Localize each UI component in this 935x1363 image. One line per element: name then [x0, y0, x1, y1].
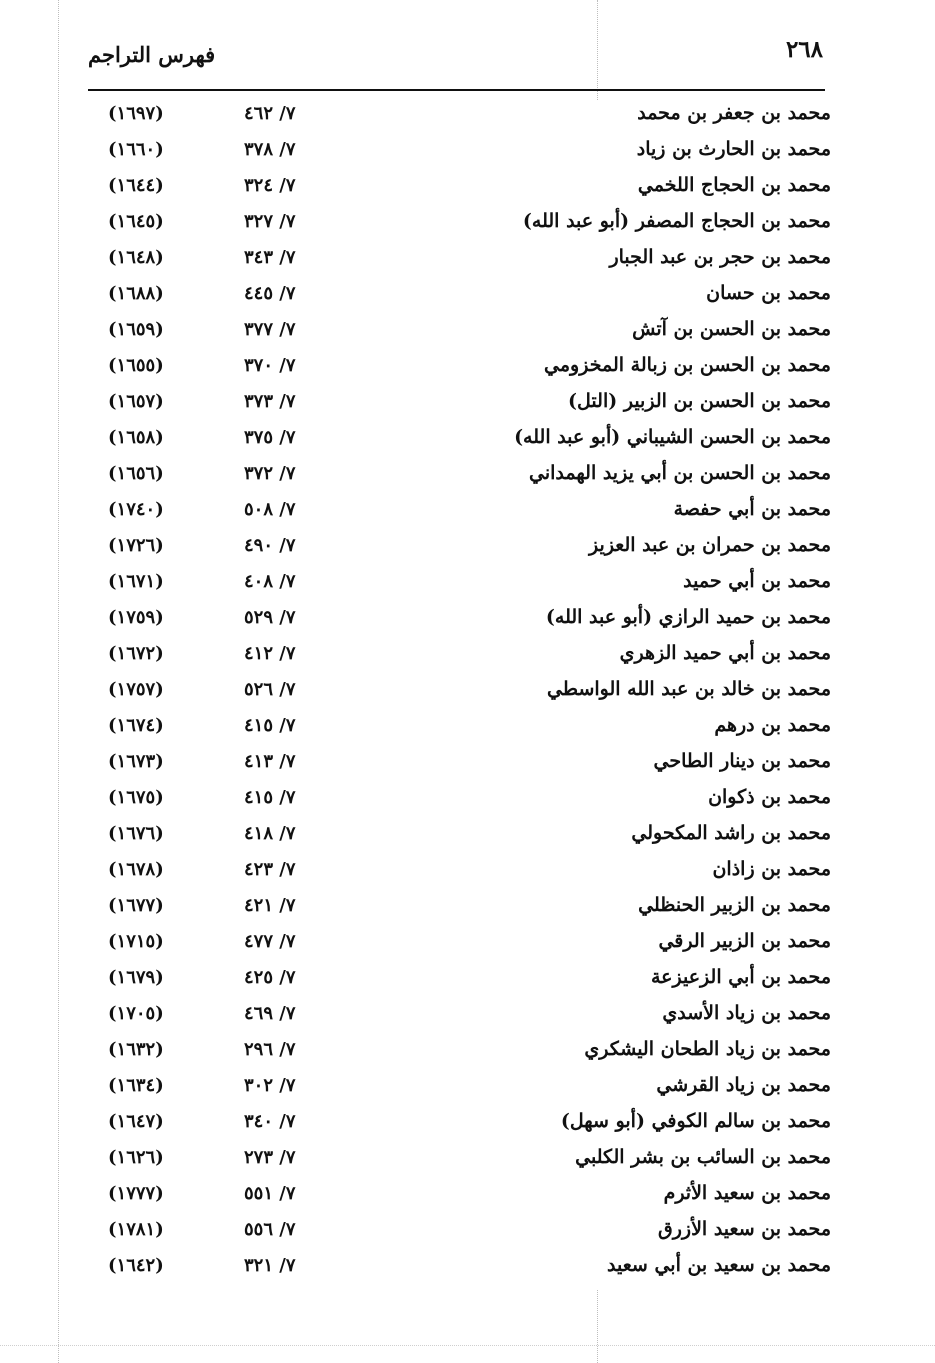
- entry-volume-page: ٧/ ٣٤٠: [244, 1111, 296, 1132]
- entry-volume-page: ٧/ ٥٥٦: [244, 1219, 296, 1240]
- page-number: ٢٦٨: [785, 36, 823, 63]
- index-entry: [0, 674, 935, 710]
- entry-number: (١٦٧٥): [108, 787, 164, 808]
- entry-volume-page: ٧/ ٥٢٦: [244, 679, 296, 700]
- entry-name: محمد بن الحجاج المصفر (أبو عبد الله): [522, 210, 831, 232]
- entry-volume-page: ٧/ ٣٢١: [244, 1255, 296, 1276]
- entry-volume-page: ٧/ ٥٥١: [244, 1183, 296, 1204]
- index-entry: [0, 1070, 935, 1106]
- index-entry: [0, 854, 935, 890]
- index-entry: [0, 566, 935, 602]
- entry-volume-page: ٧/ ٣٧٣: [244, 391, 296, 412]
- entry-name: محمد بن الحسن بن زبالة المخزومي: [544, 354, 831, 376]
- entry-volume-page: ٧/ ٤١٨: [244, 823, 296, 844]
- entry-name: محمد بن الحارث بن زياد: [636, 138, 831, 160]
- entry-name: محمد بن راشد المكحولي: [631, 822, 831, 844]
- entry-volume-page: ٧/ ٢٧٣: [244, 1147, 296, 1168]
- entry-number: (١٦٧٧): [108, 895, 164, 916]
- index-entry: [0, 314, 935, 350]
- index-entry: [0, 998, 935, 1034]
- entry-name: محمد بن زياد القرشي: [656, 1074, 831, 1096]
- entry-name: محمد بن ذكوان: [708, 786, 831, 808]
- index-entry: [0, 458, 935, 494]
- entry-volume-page: ٧/ ٣٢٤: [244, 175, 296, 196]
- page-header: [88, 36, 823, 86]
- entry-name: محمد بن دينار الطاحي: [653, 750, 831, 772]
- index-entry: [0, 818, 935, 854]
- index-entry: [0, 350, 935, 386]
- entry-name: محمد بن زياد الأسدي: [662, 1002, 831, 1024]
- index-entry: [0, 1178, 935, 1214]
- scan-guide-center-lower: [597, 1290, 598, 1363]
- entry-volume-page: ٧/ ٣٧٧: [244, 319, 296, 340]
- entry-name: محمد بن الحسن بن الزبير (التل): [568, 390, 831, 412]
- entry-name: محمد بن الحسن الشيباني (أبو عبد الله): [514, 426, 831, 448]
- entry-volume-page: ٧/ ٣٠٢: [244, 1075, 296, 1096]
- entry-volume-page: ٧/ ٤٧٧: [244, 931, 296, 952]
- entry-number: (١٦٥٨): [108, 427, 164, 448]
- index-entry: [0, 530, 935, 566]
- entry-name: محمد بن درهم: [714, 714, 831, 736]
- entry-volume-page: ٧/ ٢٩٦: [244, 1039, 296, 1060]
- entry-number: (١٦٤٨): [108, 247, 164, 268]
- entry-number: (١٧٠٥): [108, 1003, 164, 1024]
- index-entry: [0, 206, 935, 242]
- entry-name: محمد بن حمران بن عبد العزيز: [589, 534, 831, 556]
- entry-volume-page: ٧/ ٣٢٧: [244, 211, 296, 232]
- entry-number: (١٧٥٩): [108, 607, 164, 628]
- entry-name: محمد بن السائب بن بشر الكلبي: [575, 1146, 831, 1168]
- entry-number: (١٦٤٢): [108, 1255, 164, 1276]
- entry-name: محمد بن الحسن بن آتش: [632, 318, 831, 340]
- index-entry: [0, 1034, 935, 1070]
- index-entry: [0, 746, 935, 782]
- entry-number: (١٦٧٣): [108, 751, 164, 772]
- entry-name: محمد بن خالد بن عبد الله الواسطي: [547, 678, 831, 700]
- entry-number: (١٦٥٦): [108, 463, 164, 484]
- entry-volume-page: ٧/ ٤٢١: [244, 895, 296, 916]
- entry-number: (١٦٥٩): [108, 319, 164, 340]
- entry-number: (١٧٨١): [108, 1219, 164, 1240]
- entry-number: (١٦٦٠): [108, 139, 164, 160]
- entry-name: محمد بن حميد الرازي (أبو عبد الله): [545, 606, 831, 628]
- index-entry: [0, 1214, 935, 1250]
- entry-name: محمد بن الحجاج اللخمي: [637, 174, 831, 196]
- entry-number: (١٧١٥): [108, 931, 164, 952]
- entry-volume-page: ٧/ ٤٢٥: [244, 967, 296, 988]
- index-entry: [0, 422, 935, 458]
- scan-guide-bottom: [0, 1345, 935, 1346]
- entry-volume-page: ٧/ ٤٦٢: [244, 103, 296, 124]
- entry-name: محمد بن الزبير الحنظلي: [638, 894, 831, 916]
- entry-name: محمد بن سعيد الأثرم: [663, 1182, 831, 1204]
- entry-name: محمد بن حجر بن عبد الجبار: [609, 246, 831, 268]
- index-entry: [0, 710, 935, 746]
- entry-volume-page: ٧/ ٣٧٢: [244, 463, 296, 484]
- entry-volume-page: ٧/ ٤٦٩: [244, 1003, 296, 1024]
- entry-number: (١٦٧٩): [108, 967, 164, 988]
- index-entries: [0, 98, 935, 1286]
- entry-name: محمد بن حسان: [706, 282, 831, 304]
- entry-number: (١٦٧٨): [108, 859, 164, 880]
- entry-volume-page: ٧/ ٤١٣: [244, 751, 296, 772]
- entry-number: (١٦٤٥): [108, 211, 164, 232]
- entry-number: (١٦٢٦): [108, 1147, 164, 1168]
- entry-name: محمد بن سعيد الأزرق: [658, 1218, 831, 1240]
- entry-name: محمد بن جعفر بن محمد: [637, 102, 831, 124]
- index-entry: [0, 782, 935, 818]
- entry-number: (١٦٥٥): [108, 355, 164, 376]
- index-entry: [0, 1106, 935, 1142]
- entry-name: محمد بن الزبير الرقي: [658, 930, 831, 952]
- entry-number: (١٦٧١): [108, 571, 164, 592]
- entry-number: (١٦٧٤): [108, 715, 164, 736]
- header-rule: [88, 89, 825, 91]
- index-entry: [0, 98, 935, 134]
- index-entry: [0, 170, 935, 206]
- entry-name: محمد بن أبي حفصة: [673, 498, 831, 520]
- entry-number: (١٦٩٧): [108, 103, 164, 124]
- entry-number: (١٧٤٠): [108, 499, 164, 520]
- entry-number: (١٧٢٦): [108, 535, 164, 556]
- entry-number: (١٦٥٧): [108, 391, 164, 412]
- entry-number: (١٦٨٨): [108, 283, 164, 304]
- entry-number: (١٧٥٧): [108, 679, 164, 700]
- entry-volume-page: ٧/ ٣٧٠: [244, 355, 296, 376]
- index-entry: [0, 1250, 935, 1286]
- index-entry: [0, 494, 935, 530]
- index-entry: [0, 386, 935, 422]
- entry-number: (١٦٧٦): [108, 823, 164, 844]
- entry-number: (١٦٤٧): [108, 1111, 164, 1132]
- entry-volume-page: ٧/ ٤٤٥: [244, 283, 296, 304]
- index-entry: [0, 1142, 935, 1178]
- index-entry: [0, 242, 935, 278]
- entry-name: محمد بن زياد الطحان اليشكري: [584, 1038, 831, 1060]
- index-entry: [0, 926, 935, 962]
- entry-name: محمد بن زاذان: [712, 858, 831, 880]
- entry-volume-page: ٧/ ٥٢٩: [244, 607, 296, 628]
- entry-name: محمد بن أبي حميد الزهري: [619, 642, 831, 664]
- index-entry: [0, 278, 935, 314]
- entry-volume-page: ٧/ ٣٤٣: [244, 247, 296, 268]
- entry-volume-page: ٧/ ٤١٥: [244, 787, 296, 808]
- entry-volume-page: ٧/ ٣٧٨: [244, 139, 296, 160]
- running-title: فهرس التراجم: [88, 42, 216, 67]
- entry-name: محمد بن أبي الزعيزعة: [650, 966, 831, 988]
- entry-volume-page: ٧/ ٣٧٥: [244, 427, 296, 448]
- index-entry: [0, 638, 935, 674]
- entry-volume-page: ٧/ ٤١٢: [244, 643, 296, 664]
- entry-volume-page: ٧/ ٤١٥: [244, 715, 296, 736]
- index-entry: [0, 890, 935, 926]
- entry-volume-page: ٧/ ٤٢٣: [244, 859, 296, 880]
- entry-name: محمد بن سعيد بن أبي سعيد: [607, 1254, 831, 1276]
- entry-name: محمد بن سالم الكوفي (أبو سهل): [560, 1110, 831, 1132]
- entry-number: (١٦٣٢): [108, 1039, 164, 1060]
- entry-number: (١٦٣٤): [108, 1075, 164, 1096]
- index-entry: [0, 962, 935, 998]
- index-entry: [0, 134, 935, 170]
- entry-volume-page: ٧/ ٥٠٨: [244, 499, 296, 520]
- entry-number: (١٦٤٤): [108, 175, 164, 196]
- entry-name: محمد بن أبي حميد: [683, 570, 831, 592]
- entry-number: (١٦٧٢): [108, 643, 164, 664]
- entry-volume-page: ٧/ ٤٩٠: [244, 535, 296, 556]
- entry-volume-page: ٧/ ٤٠٨: [244, 571, 296, 592]
- entry-name: محمد بن الحسن بن أبي يزيد الهمداني: [529, 462, 831, 484]
- entry-number: (١٧٧٧): [108, 1183, 164, 1204]
- index-entry: [0, 602, 935, 638]
